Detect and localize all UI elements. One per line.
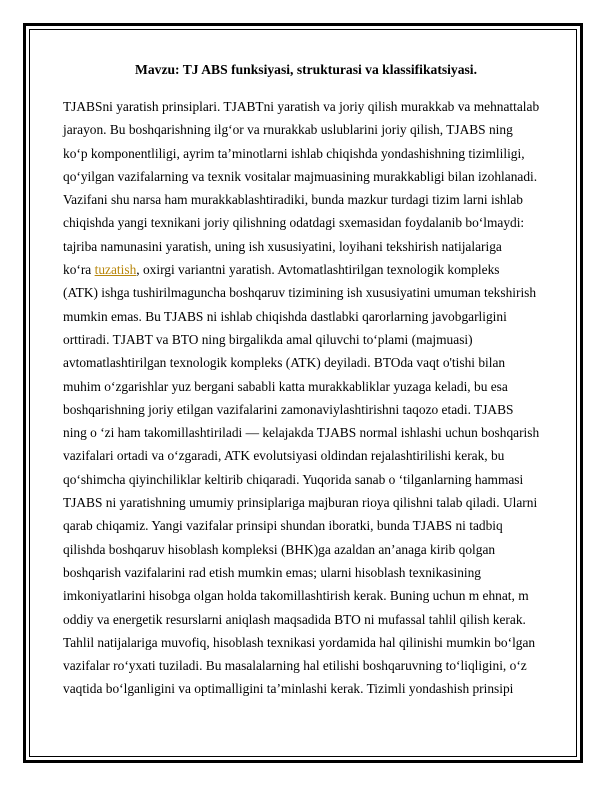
text-line: TJABSni yaratish prinsiplari. TJABTni yaratish va joriy qilish murakkab va mehnattalab: [63, 99, 540, 114]
text-line: qo‘yilgan vazifalarning va texnik vositalar majmuasining murakkabligi bilan izohlanadi.: [63, 168, 538, 184]
text-line: orttiradi. TJABT va BTO ning birgalikda amal qiluvchi to‘plami (majmuasi): [63, 331, 473, 347]
text-line: muhim o‘zgarishlar yuz bergani sababli katta murakkabliklar yuzaga keladi, bu esa: [63, 378, 508, 394]
text-line: boshqarishning joriy etilgan vazifalarini zamonaviylashtirishni taqozo etadi. TJABS: [63, 401, 514, 417]
text-line: Vazifani shu narsa ham murakkablashtiradiki, bunda mazkur turdagi tizim larni ishlab: [63, 192, 523, 208]
text-segment: , oxirgi variantni yaratish. Avtomatlashtirilgan texnologik kompleks: [136, 262, 500, 278]
text-line: oddiy va energetik resurslarni aniqlash maqsadida BTO ni mufassal tahlil qilish kerak.: [63, 611, 526, 627]
text-line-with-link: [63, 258, 563, 281]
text-line: ko‘p komponentliligi, ayrim ta’minotlarni ishlab chiqishda yondashishning tizimliligi,: [63, 145, 525, 161]
text-line: mumkin emas. Bu TJABS ni ishlab chiqishda dastlabki qarorlarning javobgarligini: [63, 308, 507, 324]
text-line: vaqtida bo‘lganligini va optimalligini ta’minlashi kerak. Tizimli yondashish prinsipi: [63, 681, 514, 697]
text-line: ning o ‘zi ham takomillashtiriladi — kelajakda TJABS normal ishlashi uchun boshqarish: [63, 425, 540, 441]
text-line: qilishda boshqaruv hisoblash kompleksi (BHK)ga azaldan an’anaga kirib qolgan: [63, 541, 496, 557]
text-line: vazifalari ortadi va o‘zgaradi, ATK evolutsiyasi oldindan rejalashtirilishi kerak, bu: [63, 448, 505, 464]
text-line: chiqishda yangi texnikani joriy qilishning odatdagi sxemasidan foydalanib bo‘lmaydi:: [63, 215, 525, 231]
text-segment: ko‘ra: [63, 262, 95, 278]
body-text: [63, 95, 563, 701]
document-title: Mavzu: TJ ABS funksiyasi, strukturasi va klassifikatsiyasi.: [135, 62, 477, 77]
text-line: Tahlil natijalariga muvofiq, hisoblash texnikasi yordamida hal qilinishi mumkin bo‘lgan: [63, 634, 536, 650]
text-line: boshqarish vazifalarini rad etish mumkin emas; ularni hisoblash texnikasining: [63, 564, 481, 580]
text-line: qarab chiqamiz. Yangi vazifalar prinsipi shundan iboratki, bunda TJABS ni tadbiq: [63, 518, 503, 534]
text-line: vazifalar ro‘yxati tuziladi. Bu masalalarning hal etilishi boshqaruvning to‘liqligini, o‘z: [63, 658, 527, 674]
text-line: jarayon. Bu boshqarishning ilg‘or va rnurakkab uslublarini joriy qilish, TJABS ning: [63, 122, 513, 138]
text-line: TJABS ni yaratishning umumiy prinsiplariga majburan rioya qilishni talab qiladi. Ularni: [63, 495, 538, 511]
text-line: imkoniyatlarini hisobga olgan holda takomillashtirish kerak. Buning uchun m ehnat, m: [63, 588, 529, 604]
text-line: qo‘shimcha qiyinchiliklar keltirib chiqaradi. Yuqorida sanab o ‘tilganlarning hammasi: [63, 471, 524, 487]
text-line: (ATK) ishga tushirilmaguncha boshqaruv tizimining ish xususiyatini umuman tekshirish: [63, 285, 537, 301]
text-line: avtomatlashtirilgan texnologik kompleks (ATK) deyiladi. BTOda vaqt o'tishi bilan: [63, 355, 506, 371]
text-line: tajriba namunasini yaratish, uning ish xususiyatini, loyihani tekshirish natijalariga: [63, 238, 502, 254]
tuzatish-link[interactable]: tuzatish: [94, 262, 137, 278]
